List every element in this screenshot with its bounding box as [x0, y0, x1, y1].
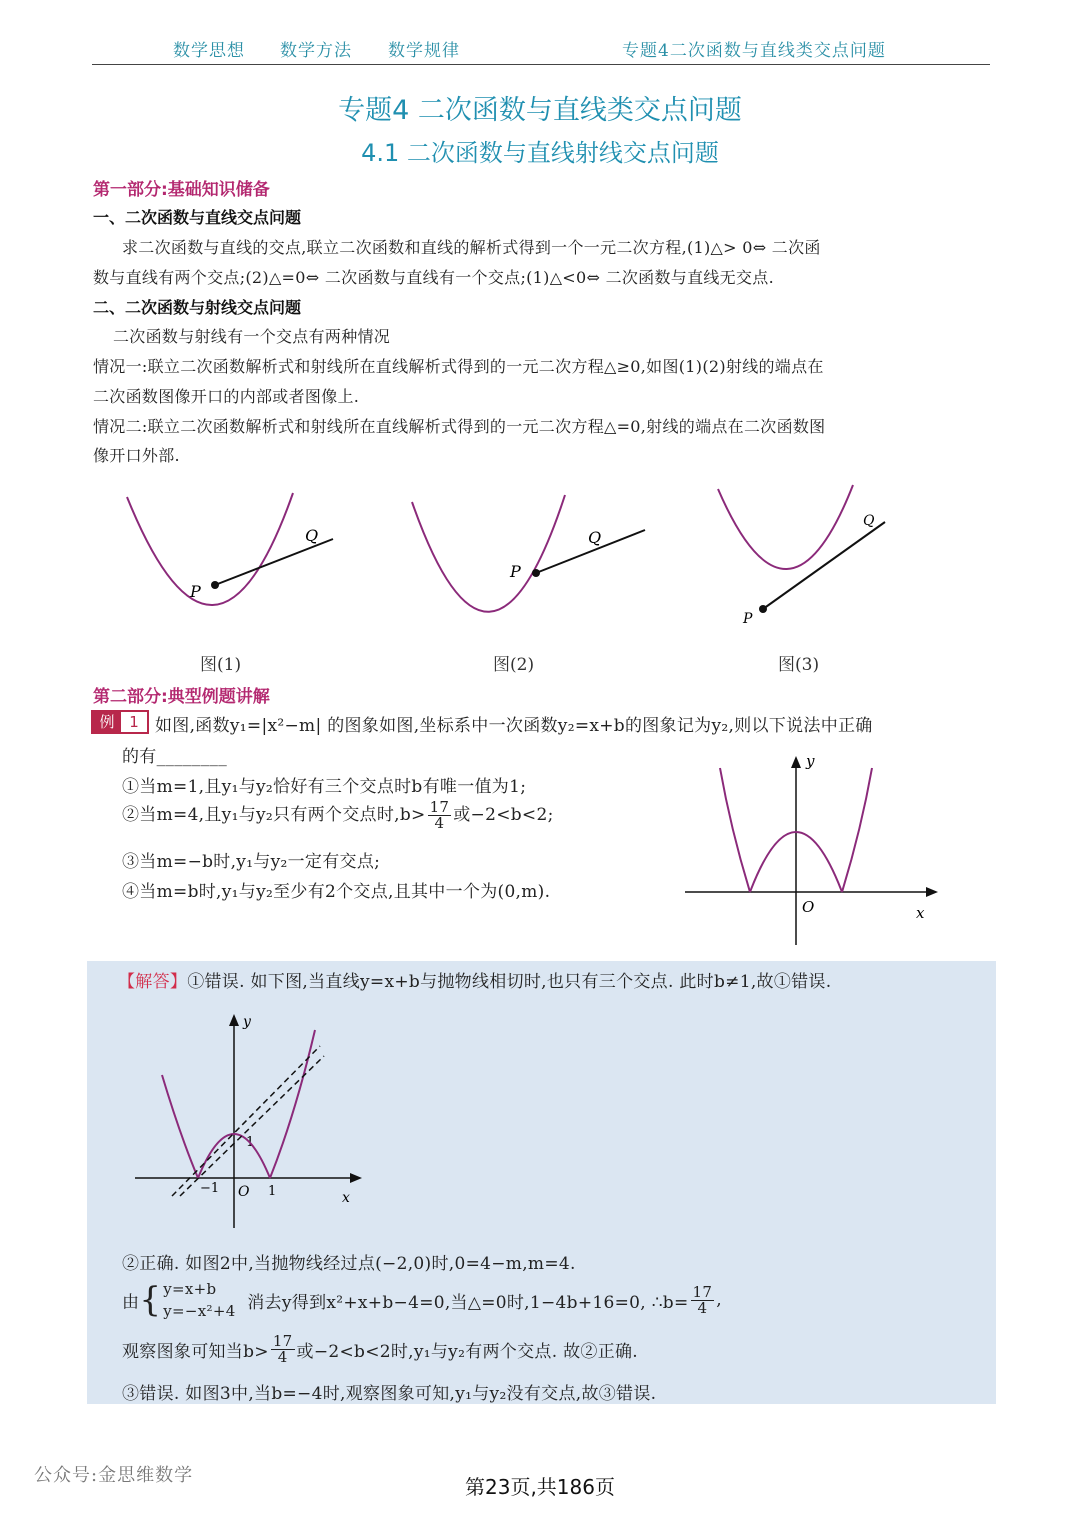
solution-system-fraction — [691, 1282, 715, 1317]
solution-tick-y1: 1 — [246, 1135, 255, 1150]
example-badge — [91, 710, 149, 734]
fig2-parabola — [412, 495, 565, 612]
header-topic: 专题4二次函数与直线类交点问题 — [622, 41, 886, 61]
section1-text-line1: 求二次函数与直线的交点,联立二次函数和直线的解析式得到一个一元二次方程,(1)△> 0⇔ 二次函 — [122, 238, 821, 257]
solution-system-eq2: y=−x²+4 — [163, 1302, 236, 1320]
header-nav-method: 数学方法 — [280, 41, 352, 61]
fig3-endpoint — [759, 605, 767, 613]
solution-line3 — [122, 1334, 638, 1365]
solution-curve-left — [162, 1075, 198, 1178]
solution-x-arrow — [350, 1173, 362, 1183]
solution-system-end: , — [716, 1290, 722, 1310]
page-title: 专题4 二次函数与直线类交点问题 — [338, 95, 742, 126]
header-nav-rule: 数学规律 — [388, 41, 460, 61]
option-4: ④当m=b时,y₁与y₂至少有2个交点,且其中一个为(0,m). — [122, 882, 551, 902]
section2-intro: 二次函数与射线有一个交点有两种情况 — [113, 327, 391, 346]
fig3-caption: 图(3) — [778, 655, 820, 675]
solution-line1-text: ①错误. 如下图,当直线y=x+b与抛物线相切时,也只有三个交点. 此时b≠1,故①错误. — [187, 972, 832, 992]
example-graph — [680, 750, 950, 950]
example-y-label: y — [806, 752, 815, 770]
case2-line1: 情况二:联立二次函数解析式和射线所在直线解析式得到的一元二次方程△=0,射线的端点在二次函数图 — [93, 417, 826, 436]
solution-curve-right — [270, 1030, 315, 1178]
solution-system-text: 消去y得到x²+x+b−4=0,当△=0时,1−4b+16=0, ∴b= — [247, 1292, 689, 1313]
solution-system-eq1: y=x+b — [163, 1280, 217, 1298]
solution-tick-x1: 1 — [268, 1184, 277, 1199]
fig1-ray — [215, 539, 333, 585]
solution-dashed-line-1 — [172, 1046, 320, 1196]
option-3: ③当m=−b时,y₁与y₂一定有交点; — [122, 852, 381, 872]
page-subtitle: 4.1 二次函数与直线射线交点问题 — [361, 139, 719, 167]
question-line2: 的有________ — [122, 747, 227, 767]
option-1: ①当m=1,且y₁与y₂恰好有三个交点时b有唯一值为1; — [122, 777, 527, 797]
header-divider — [92, 64, 990, 65]
fig3-label-q: Q — [863, 513, 875, 529]
solution-line3-suffix: 或−2<b<2时,y₁与y₂有两个交点. 故②正确. — [296, 1342, 639, 1362]
solution-tag: 【解答】 — [118, 972, 188, 992]
section1-heading: 一、二次函数与直线交点问题 — [93, 208, 302, 227]
option-2-suffix: 或−2<b<2; — [453, 805, 554, 825]
solution-line3-prefix: 观察图象可知当b> — [122, 1342, 269, 1362]
example-badge-number: 1 — [129, 713, 139, 731]
solution-line2: ②正确. 如图2中,当抛物线经过点(−2,0)时,0=4−m,m=4. — [122, 1254, 576, 1274]
example-y-arrow — [791, 756, 801, 768]
footer-page-number: 第23页,共186页 — [465, 1475, 615, 1499]
solution-origin-label: O — [238, 1184, 250, 1200]
fig2-label-q: Q — [588, 528, 602, 547]
ray-figures — [100, 475, 950, 675]
header-nav-thought: 数学思想 — [173, 41, 245, 61]
part1-heading: 第一部分:基础知识储备 — [93, 180, 270, 200]
section2-heading: 二、二次函数与射线交点问题 — [93, 298, 302, 317]
solution-system-line — [122, 1278, 722, 1322]
case1-line2: 二次函数图像开口的内部或者图像上. — [93, 387, 360, 406]
fig2-caption: 图(2) — [493, 655, 535, 675]
option-2-fraction-num: 17 — [429, 798, 450, 816]
fig3-ray — [763, 522, 885, 609]
fig1-label-q: Q — [305, 526, 319, 545]
solution-system — [163, 1278, 235, 1322]
solution-x-label: x — [342, 1190, 350, 1206]
example-badge-label: 例 — [93, 712, 121, 732]
solution-line1 — [118, 967, 831, 992]
fig1-caption: 图(1) — [200, 655, 242, 675]
solution-system-fraction-den: 4 — [697, 1298, 708, 1317]
solution-graph — [130, 1010, 370, 1235]
footer-account: 公众号:金思维数学 — [34, 1465, 194, 1486]
example-x-label: x — [916, 904, 925, 922]
option-2-fraction-den: 4 — [434, 814, 445, 832]
case1-line1: 情况一:联立二次函数解析式和射线所在直线解析式得到的一元二次方程△≥0,如图(1)(2)射线的端点在 — [93, 357, 824, 376]
solution-tick-neg1: −1 — [200, 1181, 220, 1196]
fig3-parabola — [718, 485, 853, 569]
fig2-endpoint — [532, 569, 540, 577]
solution-line3-fraction-den: 4 — [277, 1348, 288, 1366]
option-2-prefix: ②当m=4,且y₁与y₂只有两个交点时,b> — [122, 805, 426, 825]
example-x-arrow — [926, 887, 938, 897]
solution-line4: ③错误. 如图3中,当b=−4时,观察图象可知,y₁与y₂没有交点,故③错误. — [122, 1384, 657, 1404]
fig1-label-p: P — [190, 582, 201, 601]
fig1-parabola — [127, 493, 293, 605]
solution-line3-fraction-num: 17 — [272, 1332, 293, 1350]
solution-system-fraction-num: 17 — [692, 1282, 713, 1301]
option-2 — [122, 800, 554, 831]
solution-line3-fraction — [271, 1334, 295, 1365]
solution-system-brace: { — [139, 1280, 162, 1320]
solution-dashed-line-2 — [180, 1056, 324, 1196]
question-line1: 如图,函数y₁=|x²−m| 的图象如图,坐标系中一次函数y₂=x+b的图象记为y₂,则以下说法中正确 — [155, 716, 873, 736]
fig1-endpoint — [211, 581, 219, 589]
solution-y-arrow — [229, 1014, 239, 1026]
section1-text-line2: 数与直线有两个交点;(2)△=0⇔ 二次函数与直线有一个交点;(1)△<0⇔ 二次函数与直线无交点. — [93, 268, 774, 287]
part2-heading: 第二部分:典型例题讲解 — [93, 687, 270, 707]
solution-y-label: y — [243, 1014, 251, 1030]
option-2-fraction — [428, 800, 452, 831]
solution-system-prefix: 由 — [122, 1292, 140, 1313]
fig2-label-p: P — [510, 562, 521, 581]
fig3-label-p: P — [743, 611, 753, 627]
example-origin-label: O — [802, 898, 815, 916]
example-curve-left — [720, 768, 750, 892]
case2-line2: 像开口外部. — [93, 446, 180, 465]
example-curve-right — [842, 768, 872, 892]
